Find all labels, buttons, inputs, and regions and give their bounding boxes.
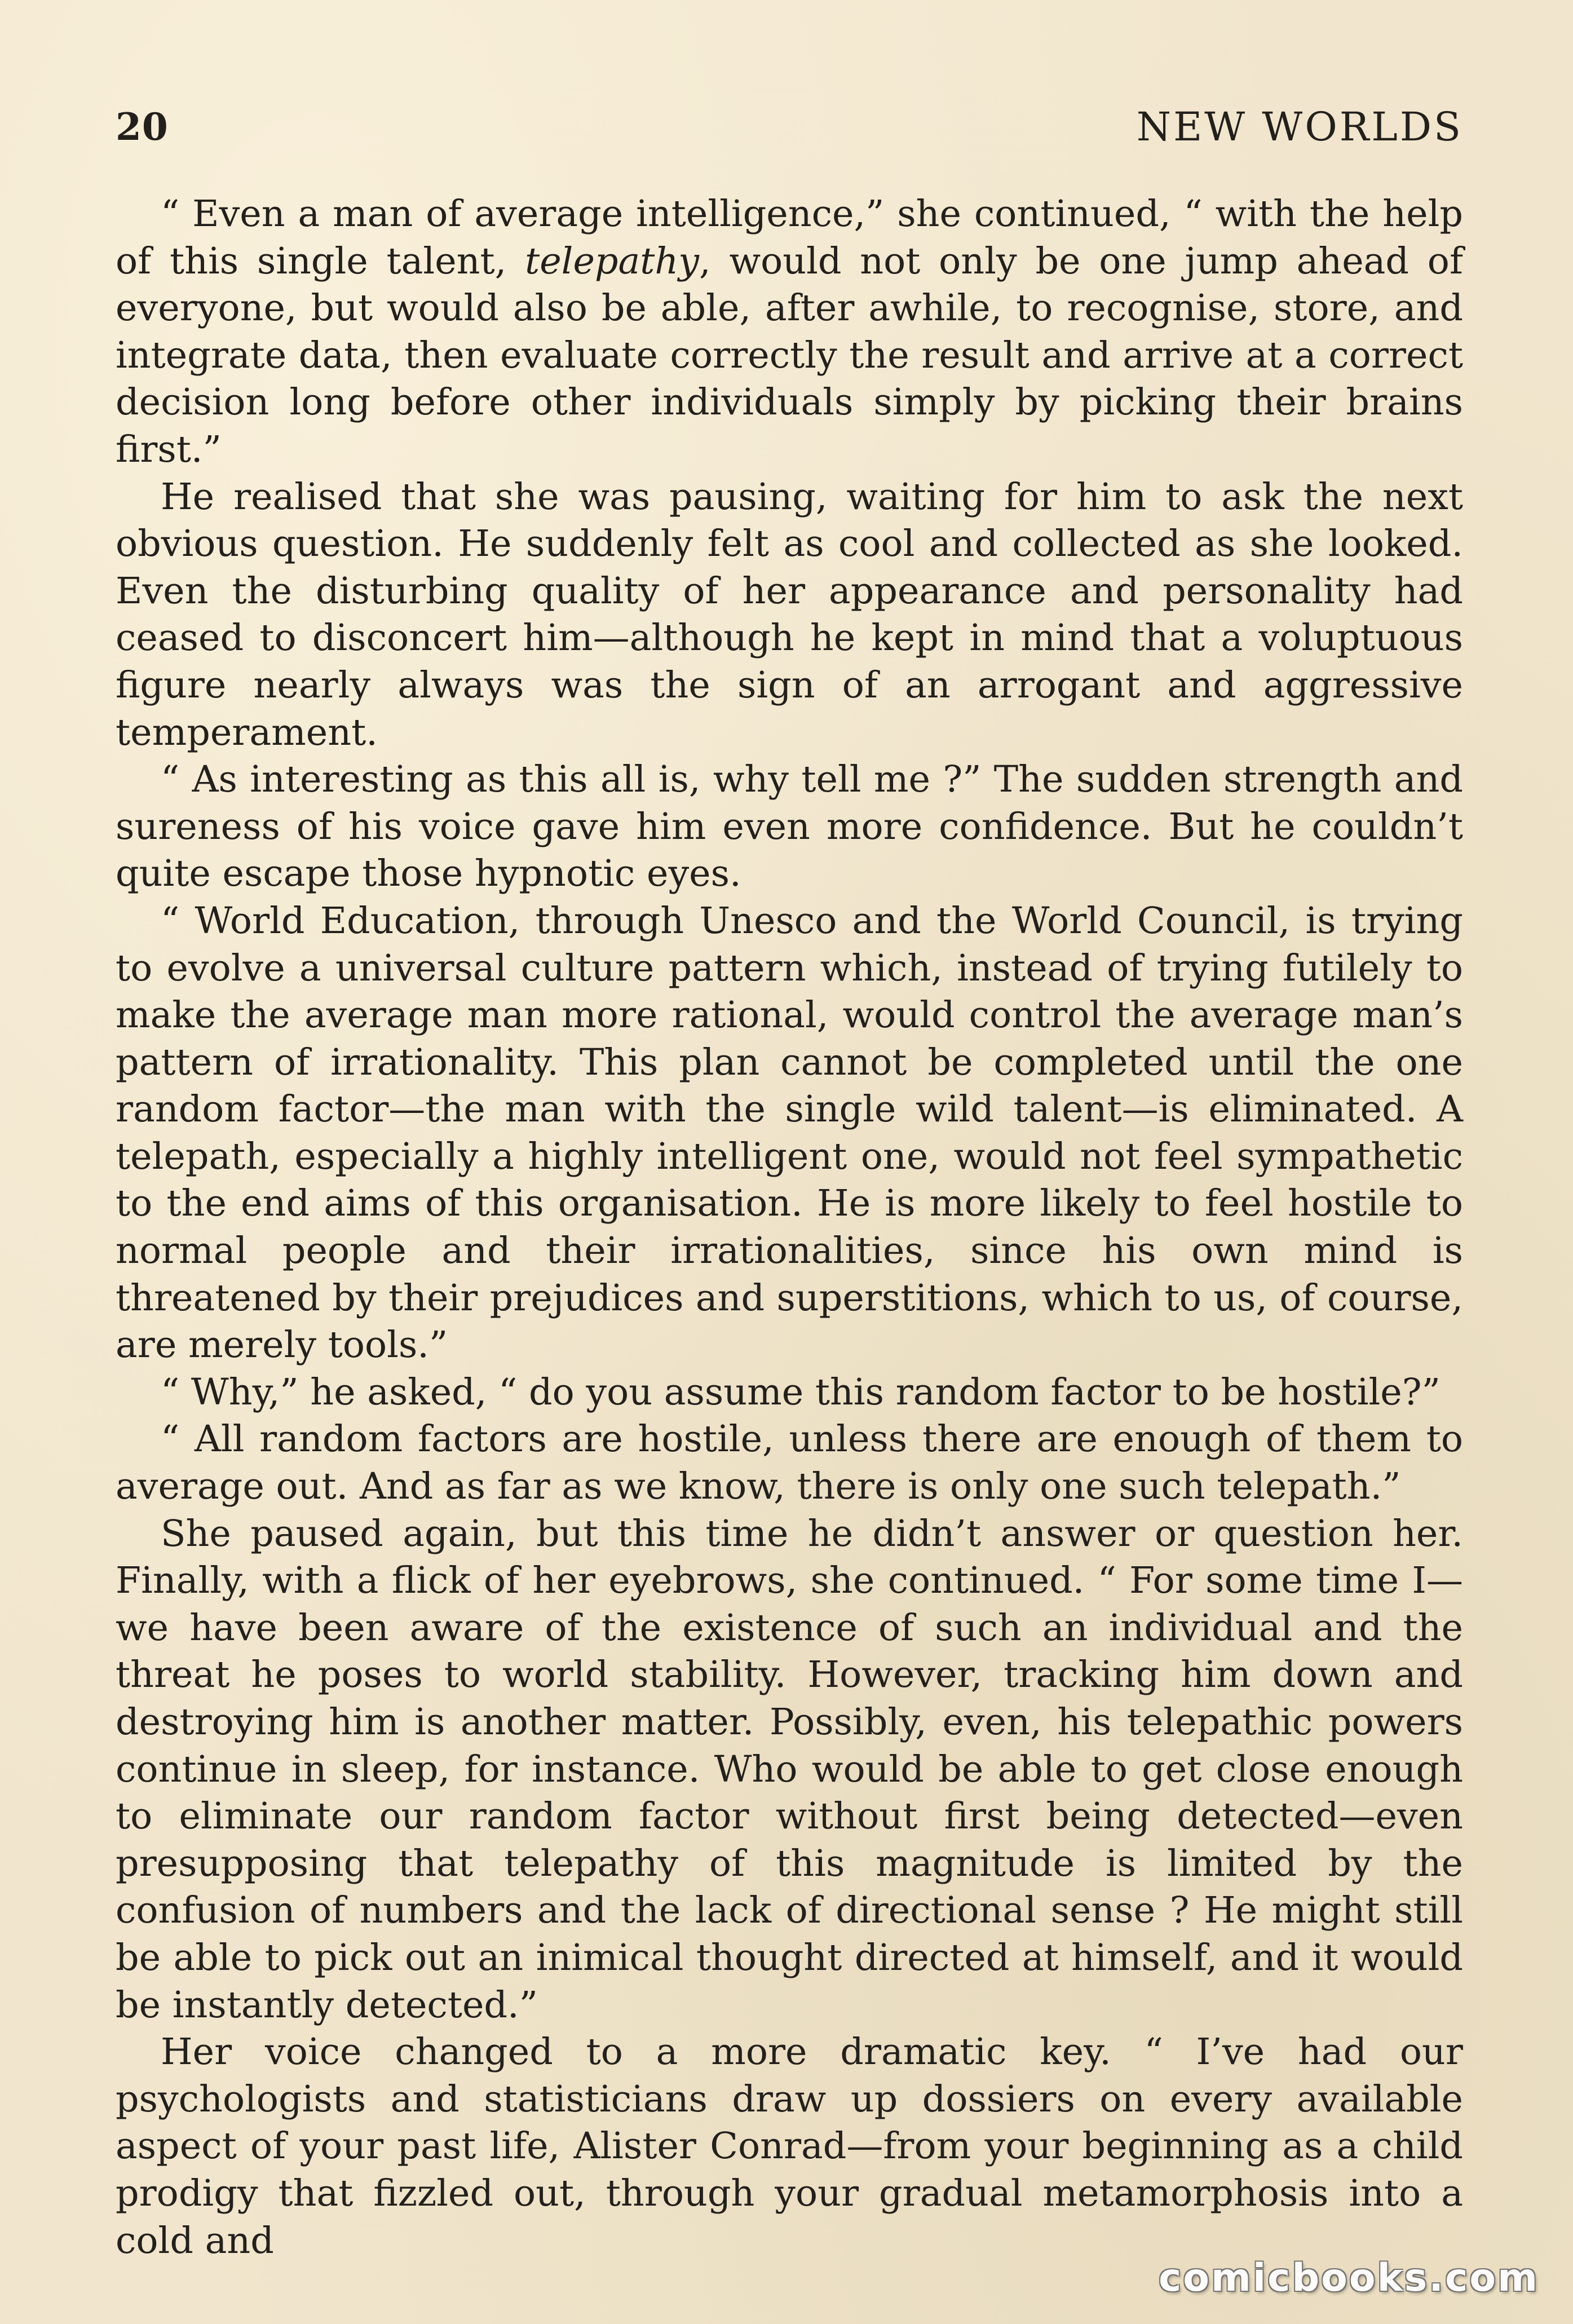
paragraph-text: “ Even a man of average intelligence,” she continued, “ with the help of this single talent,: [116, 193, 1463, 282]
italic-word: telepathy: [525, 240, 700, 282]
paragraph: “ Why,” he asked, “ do you assume this random factor to be hostile?”: [161, 1371, 1441, 1413]
page-header: [116, 101, 1463, 152]
running-head: NEW WORLDS: [1136, 104, 1463, 150]
paragraph-text: , would not only be one jump ahead of everyone, but would also be able, after awhile, to recognise, store, and integrate data, then evaluate correctly the result and arrive at a correct decision long before other individuals simply by picking their brains first.”: [116, 240, 1463, 471]
page-number: 20: [116, 105, 169, 149]
paragraph: “ World Education, through Unesco and the World Council, is trying to evolve a universal culture pattern which, instead of trying futilely to make the average man more rational, would control the average man’s pattern of irrationality. This plan cannot be completed until the one random factor—the man with the single wild talent—is eliminated. A telepath, especially a highly intelligent one, would not feel sympathetic to the end aims of this organisation. He is more likely to feel hostile to normal people and their irrationalities, since his own mind is threatened by their prejudices and superstitions, which to us, of course, are merely tools.”: [116, 899, 1463, 1367]
watermark: comicbooks.com: [1158, 2256, 1539, 2300]
paragraph: “ All random factors are hostile, unless there are enough of them to average out. And as far as we know, there is only one such telepath.”: [116, 1418, 1463, 1508]
story-text: [116, 191, 1463, 2264]
paragraph: He realised that she was pausing, waiting for him to ask the next obvious question. He suddenly felt as cool and collected as she looked. Even the disturbing quality of her appearance and personality had ceased to disconcert him—although he kept in mind that a voluptuous figure nearly always was the sign of an arrogant and aggressive temperament.: [116, 475, 1463, 754]
paragraph: She paused again, but this time he didn’t answer or question her. Finally, with a flick of her eyebrows, she continued. “ For some time I—we have been aware of the existence of such an individual and the threat he poses to world stability. However, tracking him down and destroying him is another matter. Possibly, even, his telepathic powers continue in sleep, for instance. Who would be able to get close enough to eliminate our random factor without first being detected—even presupposing that telepathy of this magnitude is limited by the confusion of numbers and the lack of directional sense ? He might still be able to pick out an inimical thought directed at himself, and it would be instantly detected.”: [116, 1512, 1463, 2026]
paragraph: “ As interesting as this all is, why tell me ?” The sudden strength and sureness of his voice gave him even more confidence. But he couldn’t quite escape those hypnotic eyes.: [116, 758, 1463, 895]
paragraph: [116, 191, 1463, 474]
paragraph: Her voice changed to a more dramatic key. “ I’ve had our psychologists and statisticians draw up dossiers on every available aspect of your past life, Alister Conrad—from your beginning as a child prodigy that fizzled out, through your gradual metamorphosis into a cold and: [116, 2031, 1463, 2262]
